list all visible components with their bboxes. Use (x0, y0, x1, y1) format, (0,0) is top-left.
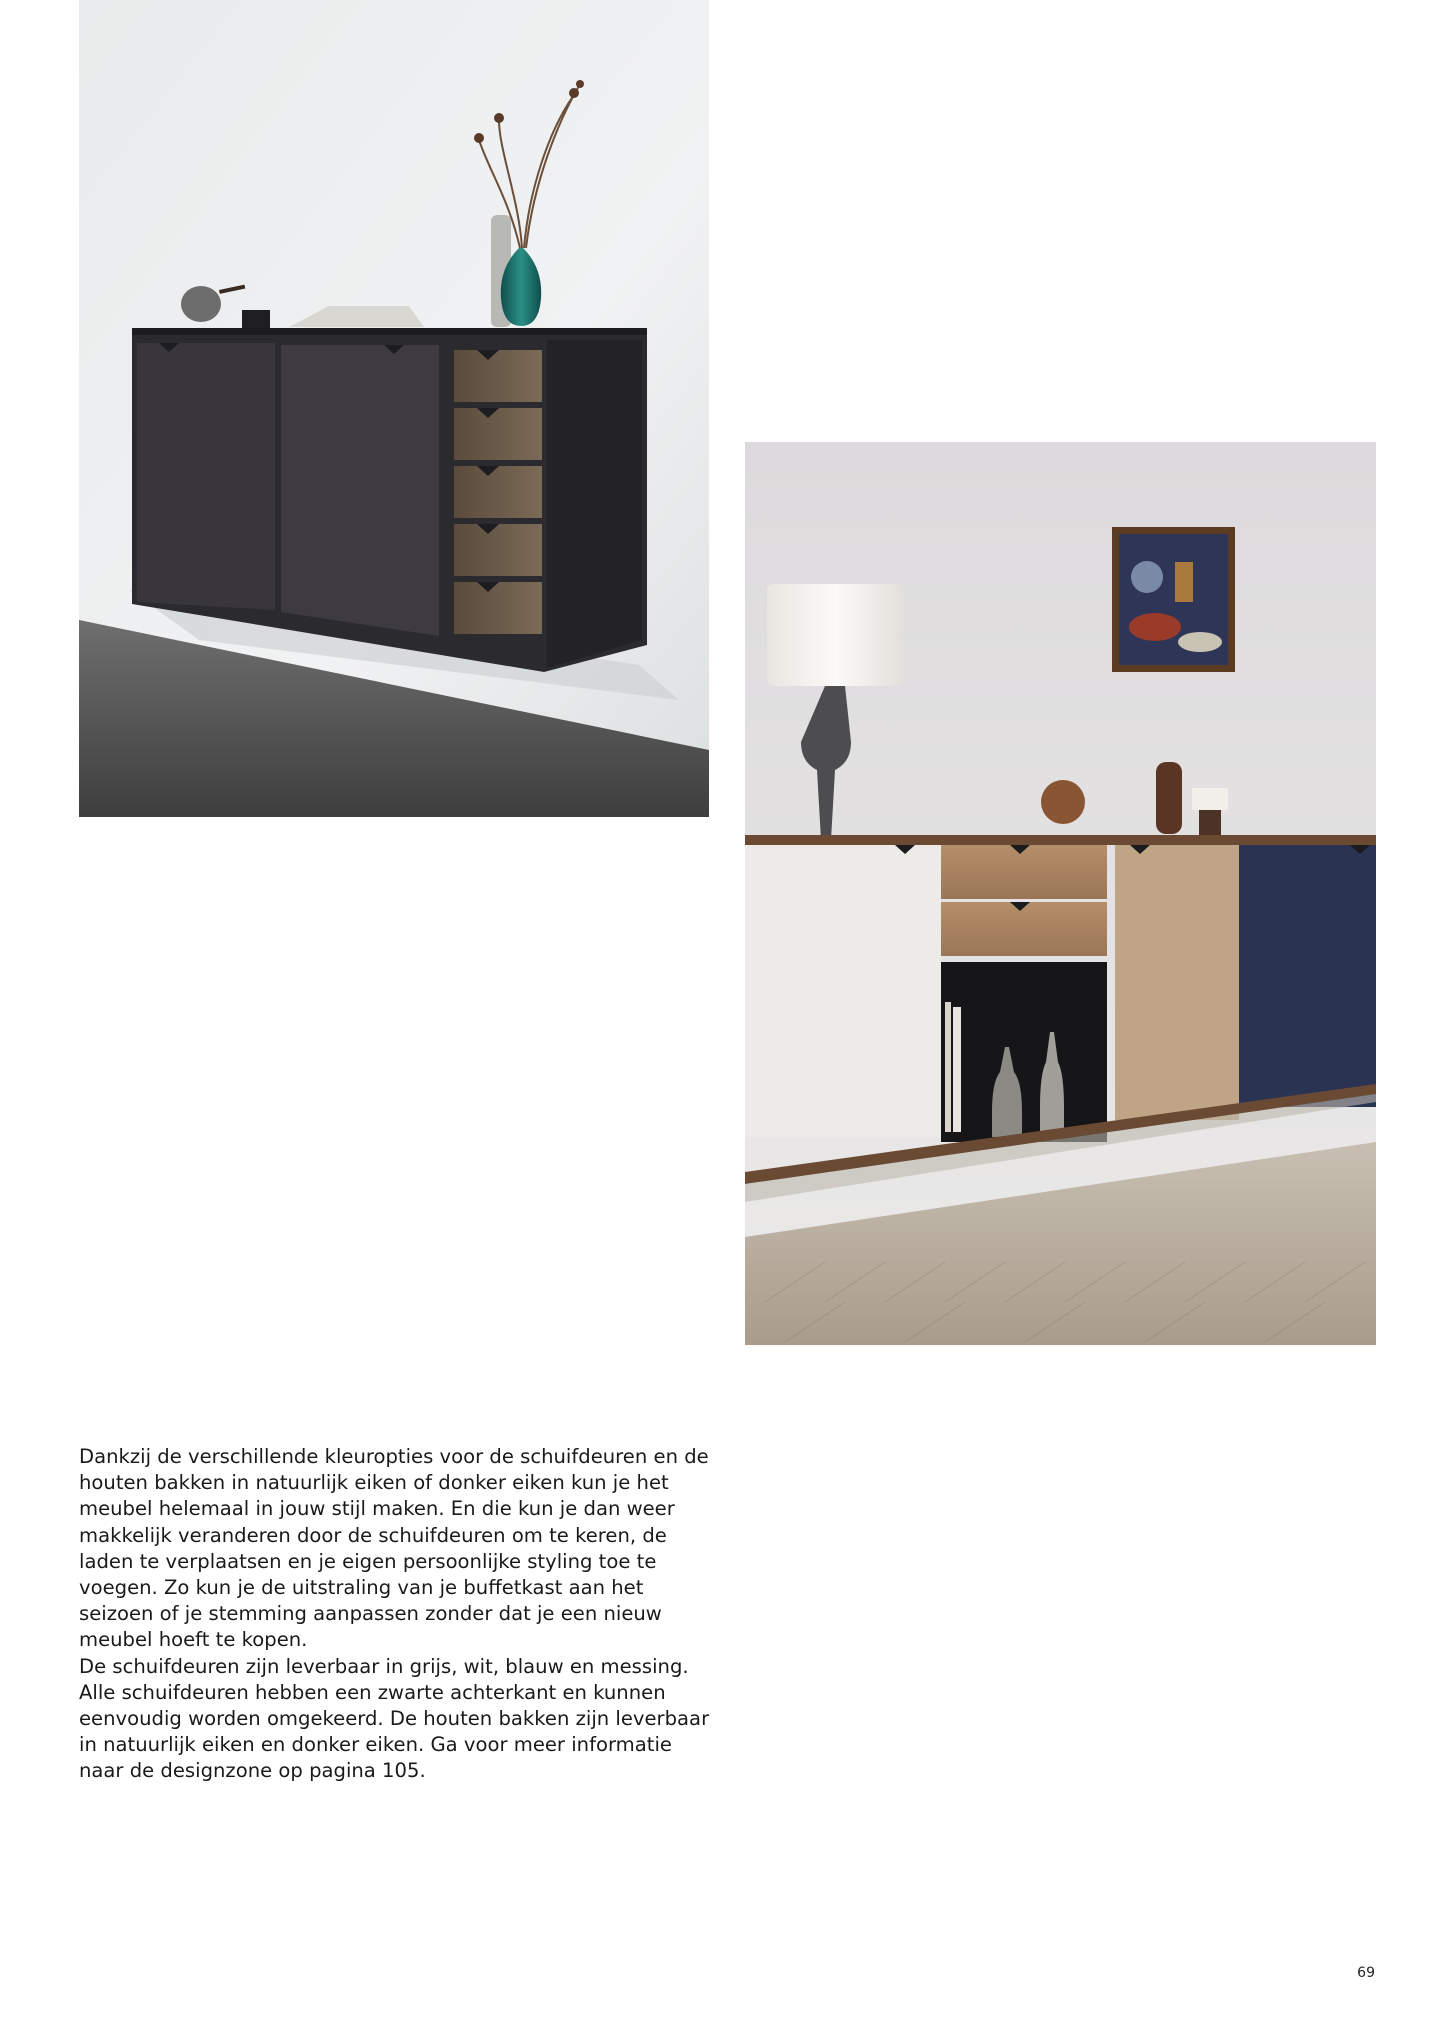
sideboard-colour-illustration (745, 442, 1376, 1345)
sideboard-black-photo (79, 0, 709, 817)
body-paragraph-1: Dankzij de verschillende kleuropties voor de schuifdeuren en de houten bakken in natuurlijk eiken of donker eiken kun je het meubel helemaal in jouw stijl maken. En die kun je dan weer makkelijk veranderen door de schuifdeuren om te keren, de laden te verplaatsen en je eigen persoonlijke styling toe te voegen. Zo kun je de uitstraling van je buffetkast aan het seizoen of je stemming aanpassen zonder dat je een nieuw meubel hoeft te kopen. (79, 1445, 709, 1652)
body-text (79, 1444, 719, 1785)
page-number: 69 (1357, 1965, 1375, 1981)
sideboard-black-illustration (79, 0, 709, 817)
sideboard-colour-photo (745, 442, 1376, 1345)
body-paragraph-2: De schuifdeuren zijn leverbaar in grijs, wit, blauw en messing. Alle schuifdeuren hebben een zwarte achterkant en kunnen eenvoudig worden omgekeerd. De houten bakken zijn leverbaar in natuurlijk eiken en donker eiken. Ga voor meer informatie naar de designzone op pagina 105. (79, 1654, 710, 1783)
